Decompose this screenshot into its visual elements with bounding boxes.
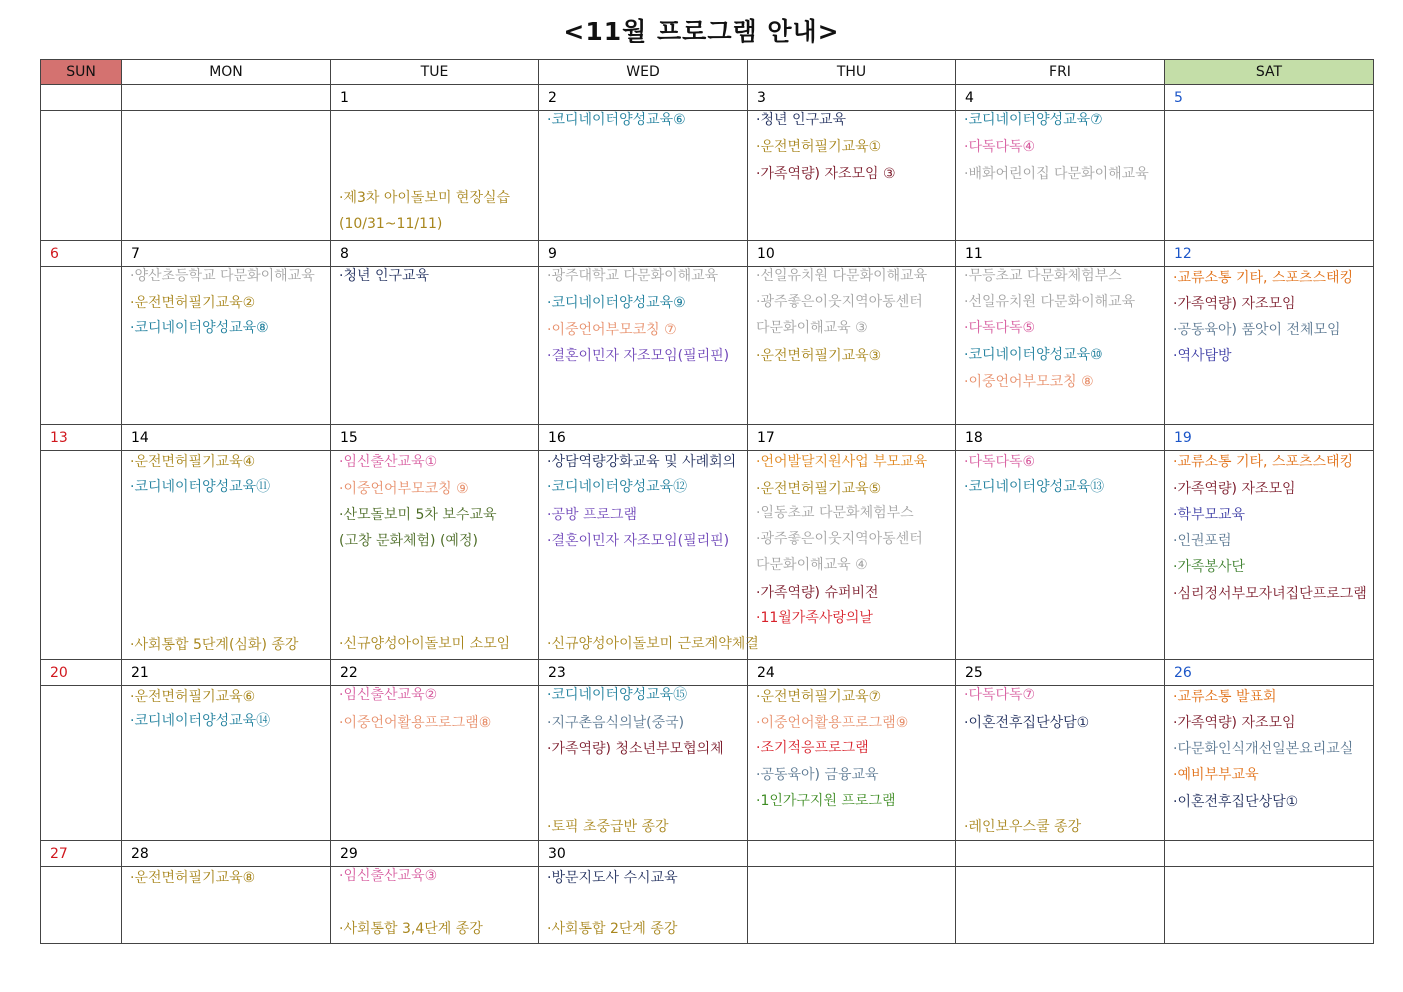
event-item: ·양산초등학교 다문화이해교육 [130, 268, 315, 284]
date-cell-wed [539, 841, 748, 867]
event-item: ·11월가족사랑의날 [756, 610, 873, 626]
date-cell-tue [331, 425, 539, 451]
event-item: ·운전면허필기교육⑧ [130, 870, 256, 886]
events-cell-tue [331, 686, 539, 841]
events-cell-fri [956, 111, 1165, 241]
event-item: ·결혼이민자 자조모임(필리핀) [547, 348, 730, 364]
events-cell-sun [41, 451, 122, 660]
date-number [41, 90, 50, 106]
weekday-header-row [41, 60, 1374, 85]
event-item: ·임신출산교육③ [339, 868, 438, 884]
event-item: ·이중언어부모코칭 ⑦ [547, 322, 677, 338]
date-cell-thu [748, 425, 956, 451]
date-cell-sun [41, 841, 122, 867]
date-number: 28 [131, 845, 149, 862]
event-item: ·사회통합 3,4단계 종강 [339, 921, 483, 937]
date-number-row [41, 841, 1374, 867]
date-cell-sat [1165, 241, 1374, 267]
events-row [41, 686, 1374, 841]
date-cell-tue [331, 660, 539, 686]
event-item: ·코디네이터양성교육⑭ [130, 713, 271, 729]
events-cell-thu [748, 267, 956, 425]
date-cell-tue [331, 85, 539, 111]
date-number: 29 [340, 845, 358, 862]
date-number: 10 [757, 245, 775, 262]
event-item: ·가족역량) 자조모임 [1173, 481, 1296, 497]
date-number: 21 [131, 664, 149, 681]
event-item: ·산모돌보미 5차 보수교육 [339, 507, 497, 523]
event-item: ·일동초교 다문화체험부스 [756, 505, 914, 521]
events-cell-sun [41, 111, 122, 241]
event-item: ·선일유치원 다문화이해교육 [756, 268, 928, 284]
date-number: 30 [548, 845, 566, 862]
date-number: 2 [548, 89, 557, 106]
event-item: ·제3차 아이돌보미 현장실습 [339, 190, 511, 206]
event-item: ·사회통합 5단계(심화) 종강 [130, 637, 299, 653]
date-number: 8 [340, 245, 349, 262]
events-row [41, 451, 1374, 660]
event-item: ·가족봉사단 [1173, 559, 1246, 575]
event-item: ·역사탐방 [1173, 348, 1232, 364]
date-number: 5 [1174, 89, 1183, 106]
date-cell-sun [41, 660, 122, 686]
events-cell-mon [122, 686, 331, 841]
date-cell-sun [41, 425, 122, 451]
events-cell-thu [748, 867, 956, 944]
event-item: ·다독다독⑥ [964, 454, 1036, 470]
event-item: ·이중언어부모코칭 ⑧ [964, 374, 1094, 390]
events-cell-sun [41, 686, 122, 841]
date-cell-sat [1165, 425, 1374, 451]
date-cell-mon [122, 841, 331, 867]
date-cell-mon [122, 660, 331, 686]
event-item: (고창 문화체험) (예정) [339, 533, 478, 549]
event-item: ·결혼이민자 자조모임(필리핀) [547, 533, 730, 549]
events-cell-fri [956, 867, 1165, 944]
date-number: 27 [50, 845, 68, 862]
date-cell-mon [122, 85, 331, 111]
events-cell-sat [1165, 451, 1374, 660]
event-item: ·신규양성아이돌보미 소모임 [339, 636, 511, 652]
events-cell-wed [539, 451, 759, 660]
date-number: 19 [1174, 429, 1192, 446]
date-number: 14 [131, 429, 149, 446]
date-number [748, 846, 757, 862]
event-item: ·예비부부교육 [1173, 767, 1259, 783]
events-cell-tue [331, 111, 539, 241]
event-item: ·공동육아) 품앗이 전체모임 [1173, 322, 1341, 338]
event-item: ·사회통합 2단계 종강 [547, 921, 678, 937]
date-cell-wed [539, 85, 748, 111]
event-item: ·방문지도사 수시교육 [547, 870, 678, 886]
event-item: ·이혼전후집단상담① [1173, 794, 1299, 810]
date-cell-tue [331, 841, 539, 867]
date-number: 23 [548, 664, 566, 681]
event-item: ·신규양성아이돌보미 근로계약체결 [547, 636, 759, 652]
date-number: 22 [340, 664, 358, 681]
event-item: ·이중언어부모코칭 ⑨ [339, 481, 469, 497]
event-item: ·공방 프로그램 [547, 507, 638, 523]
weekday-header-wed: WED [539, 60, 748, 85]
events-cell-mon [122, 867, 331, 944]
event-item: ·코디네이터양성교육⑬ [964, 479, 1105, 495]
event-item: 다문화이해교육 ④ [756, 557, 868, 573]
events-row [41, 111, 1374, 241]
event-item: ·운전면허필기교육⑦ [756, 689, 882, 705]
event-item: ·임신출산교육② [339, 687, 438, 703]
events-cell-wed [539, 111, 748, 241]
event-item: ·임신출산교육① [339, 454, 438, 470]
event-item: ·운전면허필기교육① [756, 139, 882, 155]
event-item: ·이중언어활용프로그램⑧ [339, 715, 492, 731]
events-cell-fri [956, 686, 1165, 841]
date-cell-fri [956, 660, 1165, 686]
events-cell-mon [122, 111, 331, 241]
date-number: 9 [548, 245, 557, 262]
event-item: ·다문화인식개선일본요리교실 [1173, 741, 1354, 757]
events-cell-sat [1165, 686, 1374, 841]
event-item: ·선일유치원 다문화이해교육 [964, 294, 1136, 310]
events-cell-sat [1165, 267, 1374, 425]
event-item: ·청년 인구교육 [339, 268, 430, 284]
event-item: ·지구촌음식의날(중국) [547, 715, 685, 731]
event-item: ·운전면허필기교육④ [130, 454, 256, 470]
events-cell-sat [1165, 111, 1374, 241]
date-cell-sat [1165, 841, 1374, 867]
date-cell-fri [956, 841, 1165, 867]
event-item: ·토픽 초중급반 종강 [547, 819, 669, 835]
date-number: 11 [965, 245, 983, 262]
date-number: 7 [131, 245, 140, 262]
event-item: ·코디네이터양성교육⑩ [964, 347, 1103, 363]
event-item: ·다독다독⑦ [964, 687, 1036, 703]
date-number: 15 [340, 429, 358, 446]
event-item: ·학부모교육 [1173, 507, 1246, 523]
events-cell-sat [1165, 867, 1374, 944]
date-number-row [41, 660, 1374, 686]
event-item: ·무등초교 다문화체험부스 [964, 268, 1122, 284]
date-cell-mon [122, 425, 331, 451]
event-item: (10/31~11/11) [339, 216, 443, 232]
date-number: 3 [757, 89, 766, 106]
event-item: ·이혼전후집단상담① [964, 715, 1090, 731]
weekday-header-thu: THU [748, 60, 956, 85]
event-item: ·다독다독⑤ [964, 320, 1036, 336]
date-number [122, 90, 131, 106]
date-cell-thu [748, 660, 956, 686]
events-cell-thu [748, 111, 956, 241]
date-cell-mon [122, 241, 331, 267]
event-item: ·배화어린이집 다문화이해교육 [964, 166, 1149, 182]
event-item: ·가족역량) 자조모임 ③ [756, 166, 896, 182]
event-item: ·광주좋은이웃지역아동센터 [756, 294, 923, 310]
date-cell-sat [1165, 660, 1374, 686]
event-item: 다문화이해교육 ③ [756, 320, 868, 336]
events-cell-mon [122, 451, 331, 660]
date-number-row [41, 425, 1374, 451]
event-item: ·코디네이터양성교육⑪ [130, 479, 271, 495]
date-cell-fri [956, 241, 1165, 267]
event-item: ·레인보우스쿨 종강 [964, 819, 1082, 835]
date-number: 6 [50, 245, 59, 262]
event-item: ·교류소통 기타, 스포츠스태킹 [1173, 454, 1354, 470]
event-item: ·언어발달지원사업 부모교육 [756, 454, 928, 470]
date-number: 13 [50, 429, 68, 446]
date-number-row [41, 85, 1374, 111]
weekday-header-tue: TUE [331, 60, 539, 85]
weekday-header-sat: SAT [1165, 60, 1374, 85]
event-item: ·다독다독④ [964, 139, 1036, 155]
event-item: ·가족역량) 자조모임 [1173, 715, 1296, 731]
date-cell-wed [539, 241, 748, 267]
date-number: 26 [1174, 664, 1192, 681]
date-number: 16 [548, 429, 566, 446]
events-cell-sun [41, 867, 122, 944]
date-cell-fri [956, 425, 1165, 451]
event-item: ·운전면허필기교육⑤ [756, 481, 882, 497]
weekday-header-sun: SUN [41, 60, 122, 85]
date-cell-wed [539, 660, 748, 686]
event-item: ·교류소통 발표회 [1173, 689, 1277, 705]
event-item: ·심리정서부모자녀집단프로그램 [1173, 586, 1367, 602]
events-cell-thu [748, 451, 956, 660]
event-item: ·가족역량) 슈퍼비전 [756, 585, 879, 601]
calendar-title: <11월 프로그램 안내> [563, 17, 840, 46]
date-number-row [41, 241, 1374, 267]
event-item: ·운전면허필기교육⑥ [130, 689, 256, 705]
event-item: ·상담역량강화교육 및 사례회의 [547, 454, 737, 470]
event-item: ·1인가구지원 프로그램 [756, 793, 896, 809]
date-cell-fri [956, 85, 1165, 111]
event-item: ·교류소통 기타, 스포츠스태킹 [1173, 270, 1354, 286]
date-cell-tue [331, 241, 539, 267]
date-number: 1 [340, 89, 349, 106]
date-number: 20 [50, 664, 68, 681]
date-cell-thu [748, 241, 956, 267]
date-number: 4 [965, 89, 974, 106]
event-item: ·가족역량) 자조모임 [1173, 296, 1296, 312]
events-cell-wed [539, 867, 748, 944]
date-cell-sun [41, 241, 122, 267]
date-number [956, 846, 965, 862]
events-cell-thu [748, 686, 956, 841]
date-cell-thu [748, 841, 956, 867]
date-number: 18 [965, 429, 983, 446]
event-item: ·이중언어활용프로그램⑨ [756, 715, 909, 731]
date-number: 24 [757, 664, 775, 681]
date-cell-thu [748, 85, 956, 111]
events-cell-wed [539, 267, 748, 425]
weekday-header-fri: FRI [956, 60, 1165, 85]
events-cell-tue [331, 867, 539, 944]
weekday-header-mon: MON [122, 60, 331, 85]
date-number: 12 [1174, 245, 1192, 262]
event-item: ·광주좋은이웃지역아동센터 [756, 531, 923, 547]
event-item: ·광주대학교 다문화이해교육 [547, 268, 719, 284]
event-item: ·공동육아) 금융교육 [756, 767, 879, 783]
date-number: 17 [757, 429, 775, 446]
date-cell-sun [41, 85, 122, 111]
events-row [41, 267, 1374, 425]
event-item: ·코디네이터양성교육⑧ [130, 320, 269, 336]
event-item: ·코디네이터양성교육⑥ [547, 112, 686, 128]
event-item: ·가족역량) 청소년부모협의체 [547, 741, 724, 757]
events-row [41, 867, 1374, 944]
event-item: ·코디네이터양성교육⑫ [547, 479, 688, 495]
events-cell-fri [956, 267, 1165, 425]
events-cell-fri [956, 451, 1165, 660]
date-cell-sat [1165, 85, 1374, 111]
events-cell-mon [122, 267, 331, 425]
event-item: ·청년 인구교육 [756, 112, 847, 128]
events-cell-sun [41, 267, 122, 425]
event-item: ·조기적응프로그램 [756, 740, 869, 756]
event-item: ·코디네이터양성교육⑦ [964, 112, 1103, 128]
event-item: ·운전면허필기교육③ [756, 348, 882, 364]
events-cell-tue [331, 267, 539, 425]
events-cell-tue [331, 451, 539, 660]
date-number [1165, 846, 1174, 862]
date-cell-wed [539, 425, 748, 451]
program-calendar [40, 59, 1374, 944]
event-item: ·인권포럼 [1173, 533, 1232, 549]
event-item: ·코디네이터양성교육⑮ [547, 687, 688, 703]
events-cell-wed [539, 686, 748, 841]
date-number: 25 [965, 664, 983, 681]
event-item: ·운전면허필기교육② [130, 295, 256, 311]
event-item: ·코디네이터양성교육⑨ [547, 295, 686, 311]
